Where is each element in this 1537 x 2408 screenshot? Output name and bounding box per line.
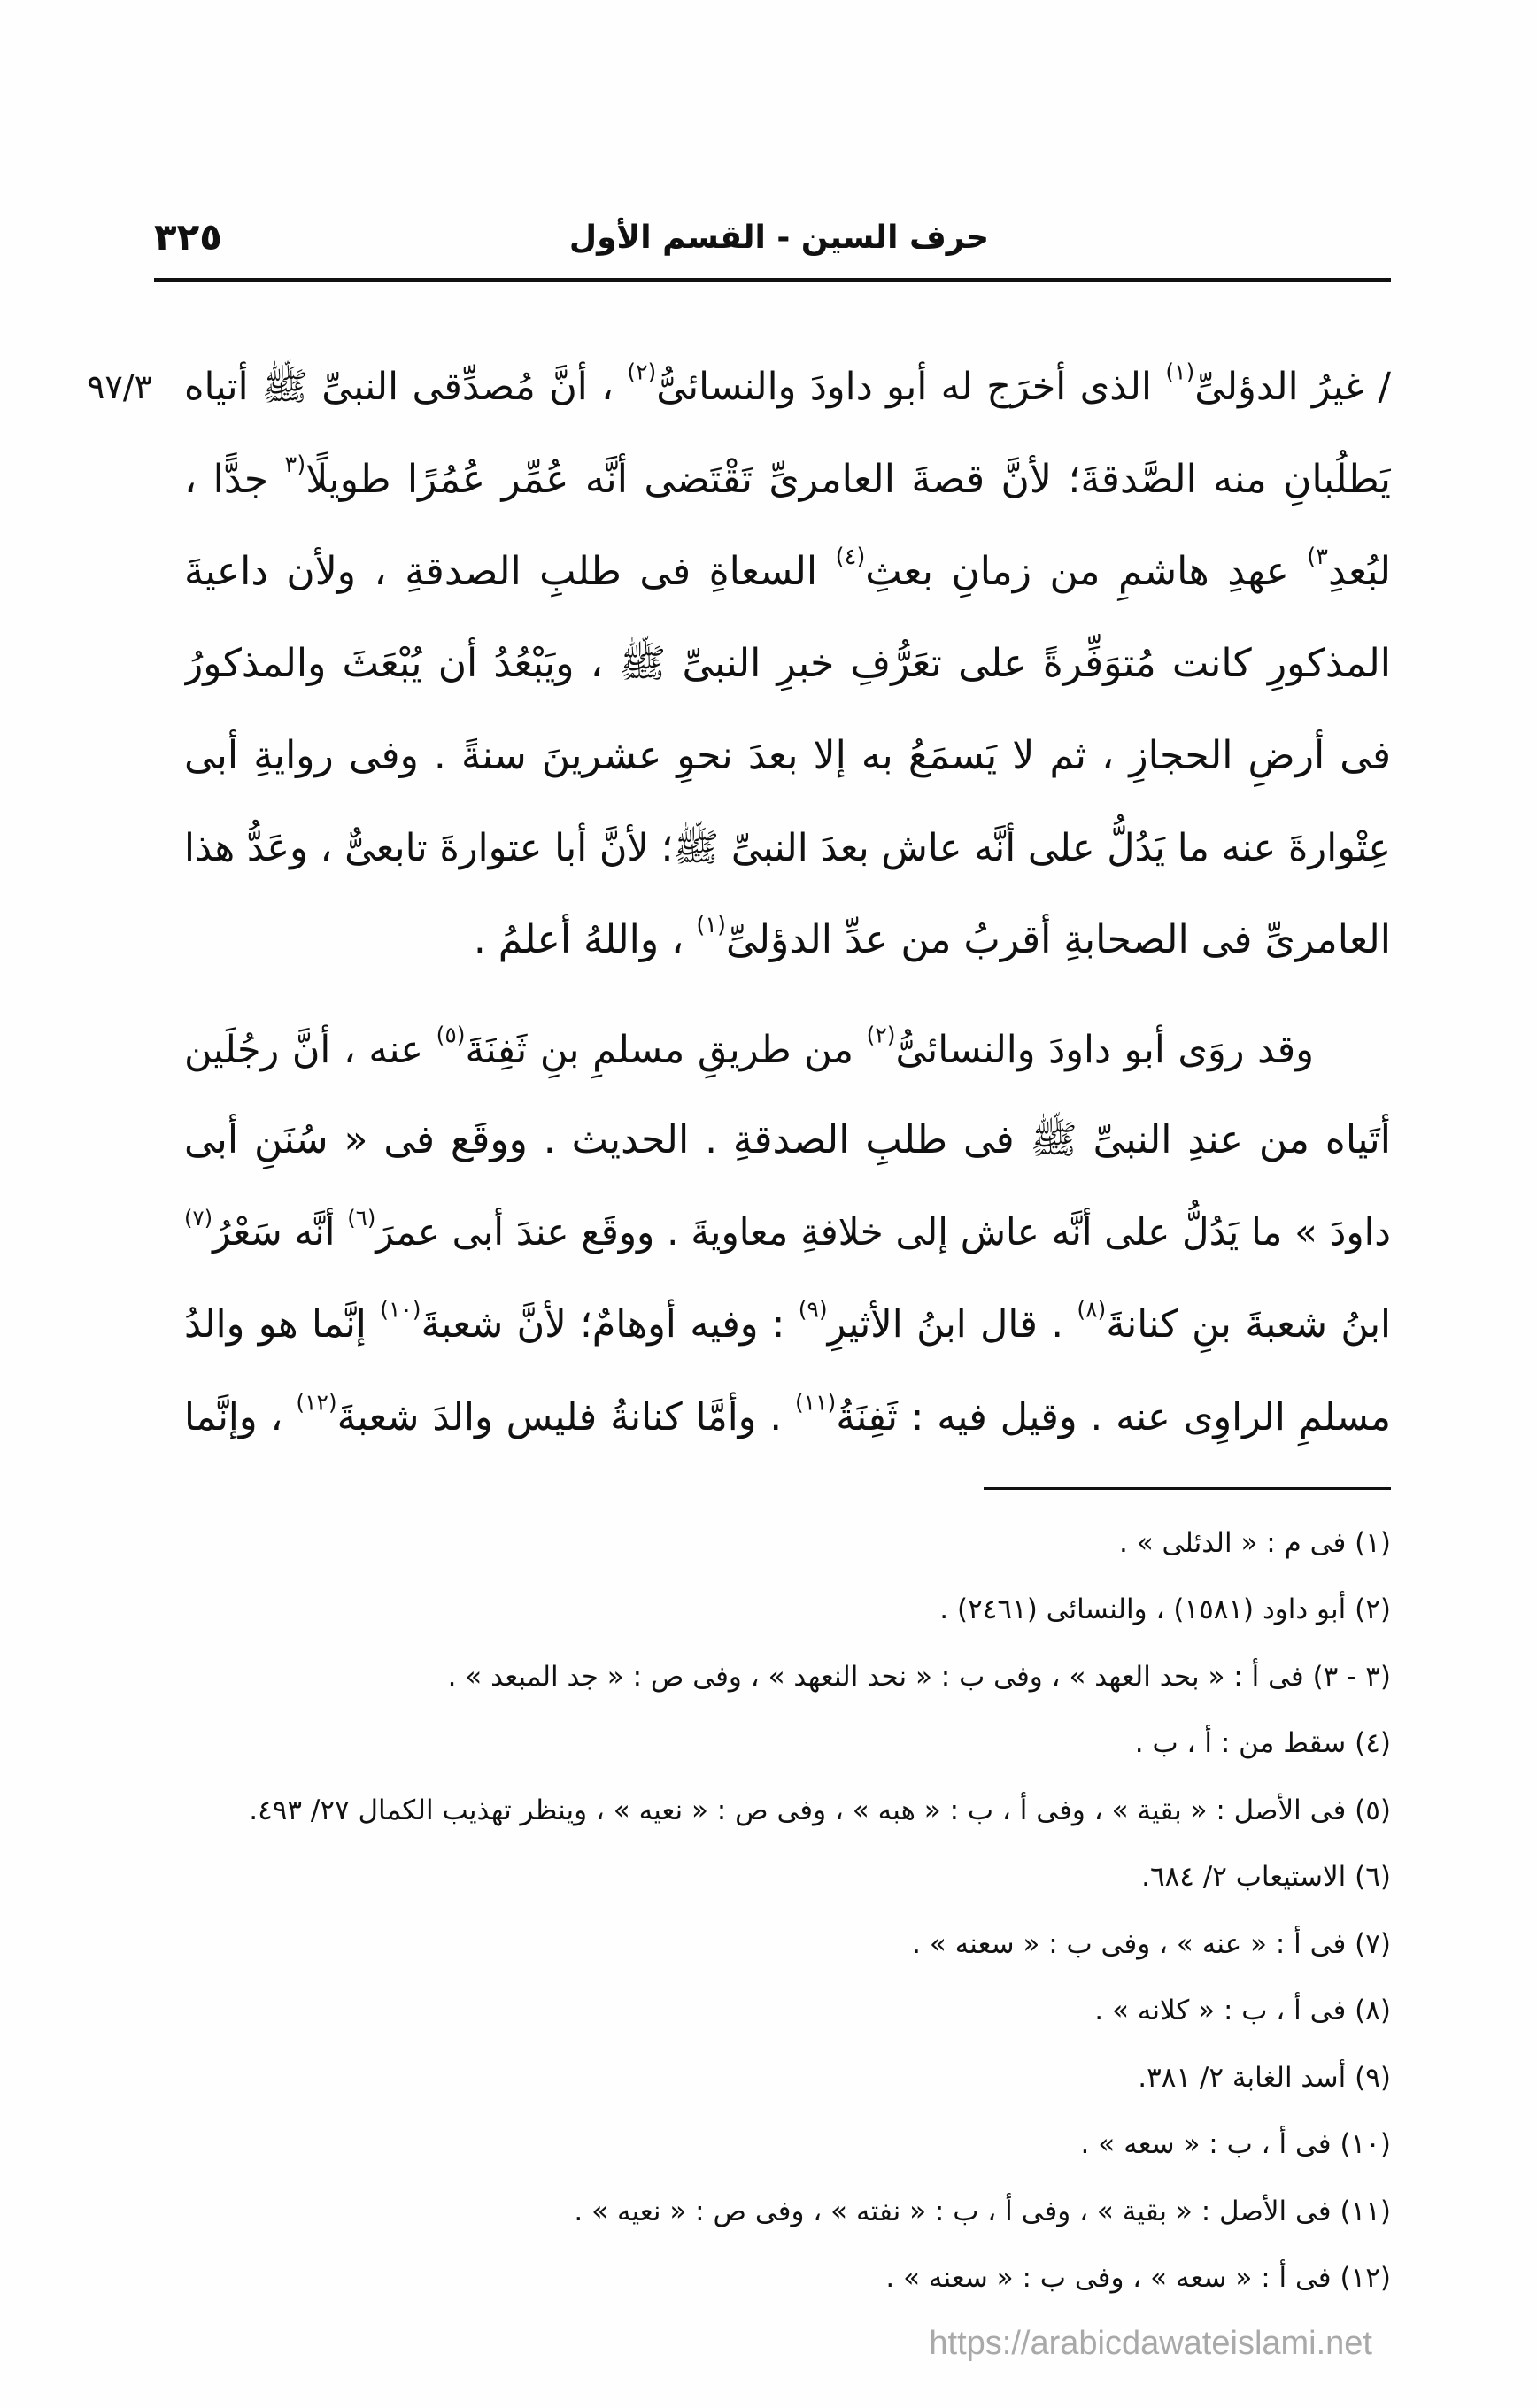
body-line — [184, 1373, 1391, 1462]
text-segment: عنه ، أنَّ رجُلَين — [184, 1028, 436, 1072]
footnote: (١) فى م : « الدئلى » . — [1119, 1527, 1391, 1559]
text-segment: مسلمِ الراوِى عنه . وقيل فيه : ثَفِنَةُ — [836, 1395, 1391, 1439]
footnote-ref: (٢) — [866, 1022, 896, 1048]
text-segment: أنَّه سَعْرُ — [212, 1210, 348, 1254]
text-segment: ابنُ شعبةَ بنِ كنانةَ — [1106, 1302, 1391, 1347]
body-line — [184, 804, 1391, 892]
footnote-ref: (٧) — [184, 1205, 213, 1231]
footnote-ref: (١) — [696, 912, 726, 939]
text-segment: العامرىِّ فى الصحابةِ أقربُ من عدِّ الدؤلىِّ — [725, 917, 1391, 962]
footnote-ref: (١١) — [794, 1389, 837, 1416]
footnote: (١٠) فى أ ، ب : « سعه » . — [1080, 2128, 1391, 2160]
text-segment: ، واللهُ أعلمُ . — [473, 917, 697, 962]
page-number: ٣٢٥ — [154, 215, 222, 259]
text-segment: . وأمَّا كنانةُ فليس والدَ شعبةَ — [336, 1395, 795, 1439]
footnote-ref: (٤) — [835, 544, 866, 571]
text-segment: أتَياه من عندِ النبىِّ ﷺ فى طلبِ الصدقةِ . الحديث . ووقَع فى « سُنَنِ أبى — [184, 1117, 1391, 1162]
text-segment: المذكورِ كانت مُتوَفِّرةً على تعَرُّفِ خبرِ النبىِّ ﷺ ، ويَبْعُدُ أن يُبْعَثَ والمذكورُ — [184, 641, 1391, 686]
footnote: (٥) فى الأصل : « بقية » ، وفى أ ، ب : « هبه » ، وفى ص : « نعيه » ، وينظر تهذيب الكمال ٢٧/ ٤٩٣. — [249, 1794, 1391, 1826]
footnote-ref: ٣) — [1307, 544, 1328, 571]
footnote: (٣ - ٣) فى أ : « بحد العهد » ، وفى ب : « نحد النعهد » ، وفى ص : « جد المبعد » . — [447, 1661, 1391, 1693]
footnote-ref: (١) — [1165, 359, 1195, 385]
footnote-ref: (١٠) — [380, 1296, 421, 1323]
text-segment: الذى أخرَج له أبو داودَ والنسائىُّ — [656, 365, 1166, 409]
text-segment: . قال ابنُ الأثيرِ — [827, 1302, 1077, 1347]
body-line — [184, 712, 1391, 800]
header-rule — [154, 278, 1391, 282]
footnote-separator — [984, 1487, 1391, 1490]
body-line — [184, 528, 1391, 616]
footnote-ref: (٨) — [1077, 1296, 1107, 1323]
body-line — [184, 620, 1391, 708]
body-line — [184, 1280, 1391, 1369]
text-segment: السعاةِ فى طلبِ الصدقةِ ، ولأن داعيةَ — [184, 549, 836, 594]
body-line — [184, 343, 1391, 431]
text-segment: إنَّما هو والدُ — [184, 1302, 381, 1347]
text-segment: ، وإنَّما — [184, 1395, 297, 1439]
text-segment: عِتْوارةَ عنه ما يَدُلُّ على أنَّه عاش بعدَ النبىِّ ﷺ؛ لأنَّ أبا عتوارةَ تابعىٌّ ، وعَدُّ هذا — [184, 826, 1391, 870]
footnote-ref: (٢) — [627, 359, 657, 385]
text-segment: يَطلُبانِ منه الصَّدقةَ؛ لأنَّ قصةَ العامرىِّ تَقْتَضى أنَّه عُمِّر عُمُرًا طويلًا — [305, 457, 1391, 502]
text-segment: عهدِ هاشمِ من زمانِ بعثِ — [865, 549, 1308, 594]
text-segment: : وفيه أوهامٌ؛ لأنَّ شعبةَ — [421, 1302, 799, 1347]
footnote-ref: (٣ — [284, 452, 306, 479]
footnote: (٧) فى أ : « عنه » ، وفى ب : « سعنه » . — [912, 1928, 1391, 1960]
footnote-ref: (٥) — [436, 1022, 466, 1048]
text-segment: داودَ » ما يَدُلُّ على أنَّه عاش إلى خلافةِ معاويةَ . ووقَع عندَ أبى عمرَ — [375, 1210, 1391, 1254]
text-segment: من طريقِ مسلمِ بنِ ثَفِنَةَ — [465, 1028, 867, 1072]
text-segment: فى أرضِ الحجازِ ، ثم لا يَسمَعُ به إلا بعدَ نحوِ عشرينَ سنةً . وفى روايةِ أبى — [184, 733, 1391, 778]
footnote: (١٢) فى أ : « سعه » ، وفى ب : « سعنه » . — [885, 2262, 1391, 2294]
text-segment: وقد روَى أبو داودَ والنسائىُّ — [895, 1028, 1314, 1072]
margin-reference: ٩٧/٣ — [87, 367, 153, 406]
body-line — [184, 1096, 1391, 1185]
footnote-ref: (١٢) — [296, 1389, 337, 1416]
footnote: (١١) فى الأصل : « بقية » ، وفى أ ، ب : « نفته » ، وفى ص : « نعيه » . — [574, 2196, 1391, 2227]
text-segment: جدًّا ، — [184, 457, 285, 502]
text-segment: ، أنَّ مُصدِّقى النبىِّ ﷺ أتياه — [184, 365, 628, 409]
text-segment: لبُعدِ — [1327, 549, 1391, 594]
footnote: (٦) الاستيعاب ٢/ ٦٨٤. — [1141, 1861, 1391, 1893]
body-line — [184, 1006, 1391, 1094]
running-head-title: حرف السين - القسم الأول — [568, 220, 990, 256]
body-line — [184, 436, 1391, 524]
footnote: (٨) فى أ ، ب : « كلانه » . — [1094, 1995, 1391, 2026]
footnote-ref: (٩) — [798, 1296, 828, 1323]
text-segment: / غيرُ الدؤلىِّ — [1194, 365, 1391, 409]
footnote-ref: (٦) — [347, 1205, 376, 1231]
footnote: (٩) أسد الغابة ٢/ ٣٨١. — [1138, 2062, 1391, 2094]
watermark-url: https://arabicdawateislami.net — [929, 2325, 1372, 2362]
footnote: (٢) أبو داود (١٥٨١) ، والنسائى (٢٤٦١) . — [939, 1594, 1391, 1625]
footnote: (٤) سقط من : أ ، ب . — [1134, 1727, 1391, 1759]
body-line — [184, 896, 1391, 984]
body-line — [184, 1188, 1391, 1277]
